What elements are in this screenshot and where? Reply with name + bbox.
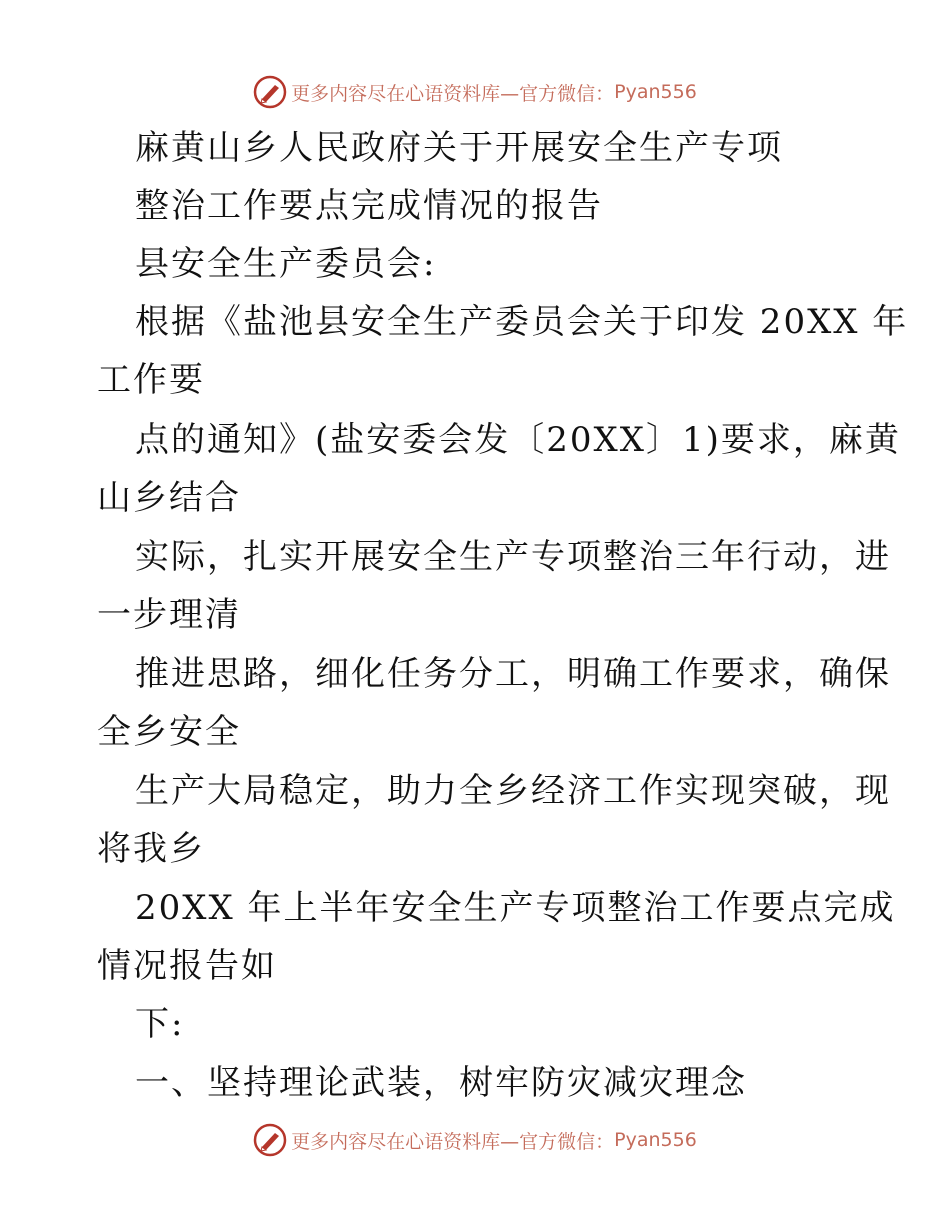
doc-title-line-2: 整治工作要点完成情况的报告: [135, 186, 603, 226]
pen-logo-icon: [253, 1123, 287, 1157]
pen-logo-icon: [253, 75, 287, 109]
doc-paragraph-line: 推进思路，细化任务分工，明确工作要求，确保: [135, 654, 891, 694]
header-banner: [0, 72, 950, 112]
doc-section-heading: 一、坚持理论武装，树牢防灾减灾理念: [135, 1063, 747, 1103]
header-wechat-id: Pyan556: [614, 81, 697, 103]
doc-paragraph-line: 实际，扎实开展安全生产专项整治三年行动，进: [135, 537, 891, 577]
footer-banner-text: 更多内容尽在心语资料库—官方微信：: [291, 1130, 615, 1153]
doc-paragraph-line: 下:: [135, 1004, 185, 1044]
doc-paragraph-line: 山乡结合: [97, 478, 241, 518]
doc-paragraph-line: 全乡安全: [97, 712, 241, 752]
doc-paragraph-line: 情况报告如: [97, 946, 277, 986]
footer-wechat-id: Pyan556: [614, 1129, 697, 1151]
doc-paragraph-line: 一步理清: [97, 595, 241, 635]
doc-paragraph-line: 工作要: [97, 360, 205, 400]
doc-addressee: 县安全生产委员会:: [135, 244, 437, 284]
footer-banner: [0, 1120, 950, 1160]
header-banner-text: 更多内容尽在心语资料库—官方微信：: [291, 82, 615, 105]
doc-paragraph-line: 根据《盐池县安全生产委员会关于印发 20XX 年: [135, 302, 909, 342]
doc-paragraph-line: 将我乡: [97, 829, 205, 869]
doc-paragraph-line: 生产大局稳定，助力全乡经济工作实现突破，现: [135, 771, 891, 811]
doc-paragraph-line: 20XX 年上半年安全生产专项整治工作要点完成: [135, 888, 896, 928]
doc-paragraph-line: 点的通知》(盐安委会发〔20XX〕1)要求，麻黄: [135, 420, 901, 460]
doc-title-line-1: 麻黄山乡人民政府关于开展安全生产专项: [135, 128, 783, 168]
